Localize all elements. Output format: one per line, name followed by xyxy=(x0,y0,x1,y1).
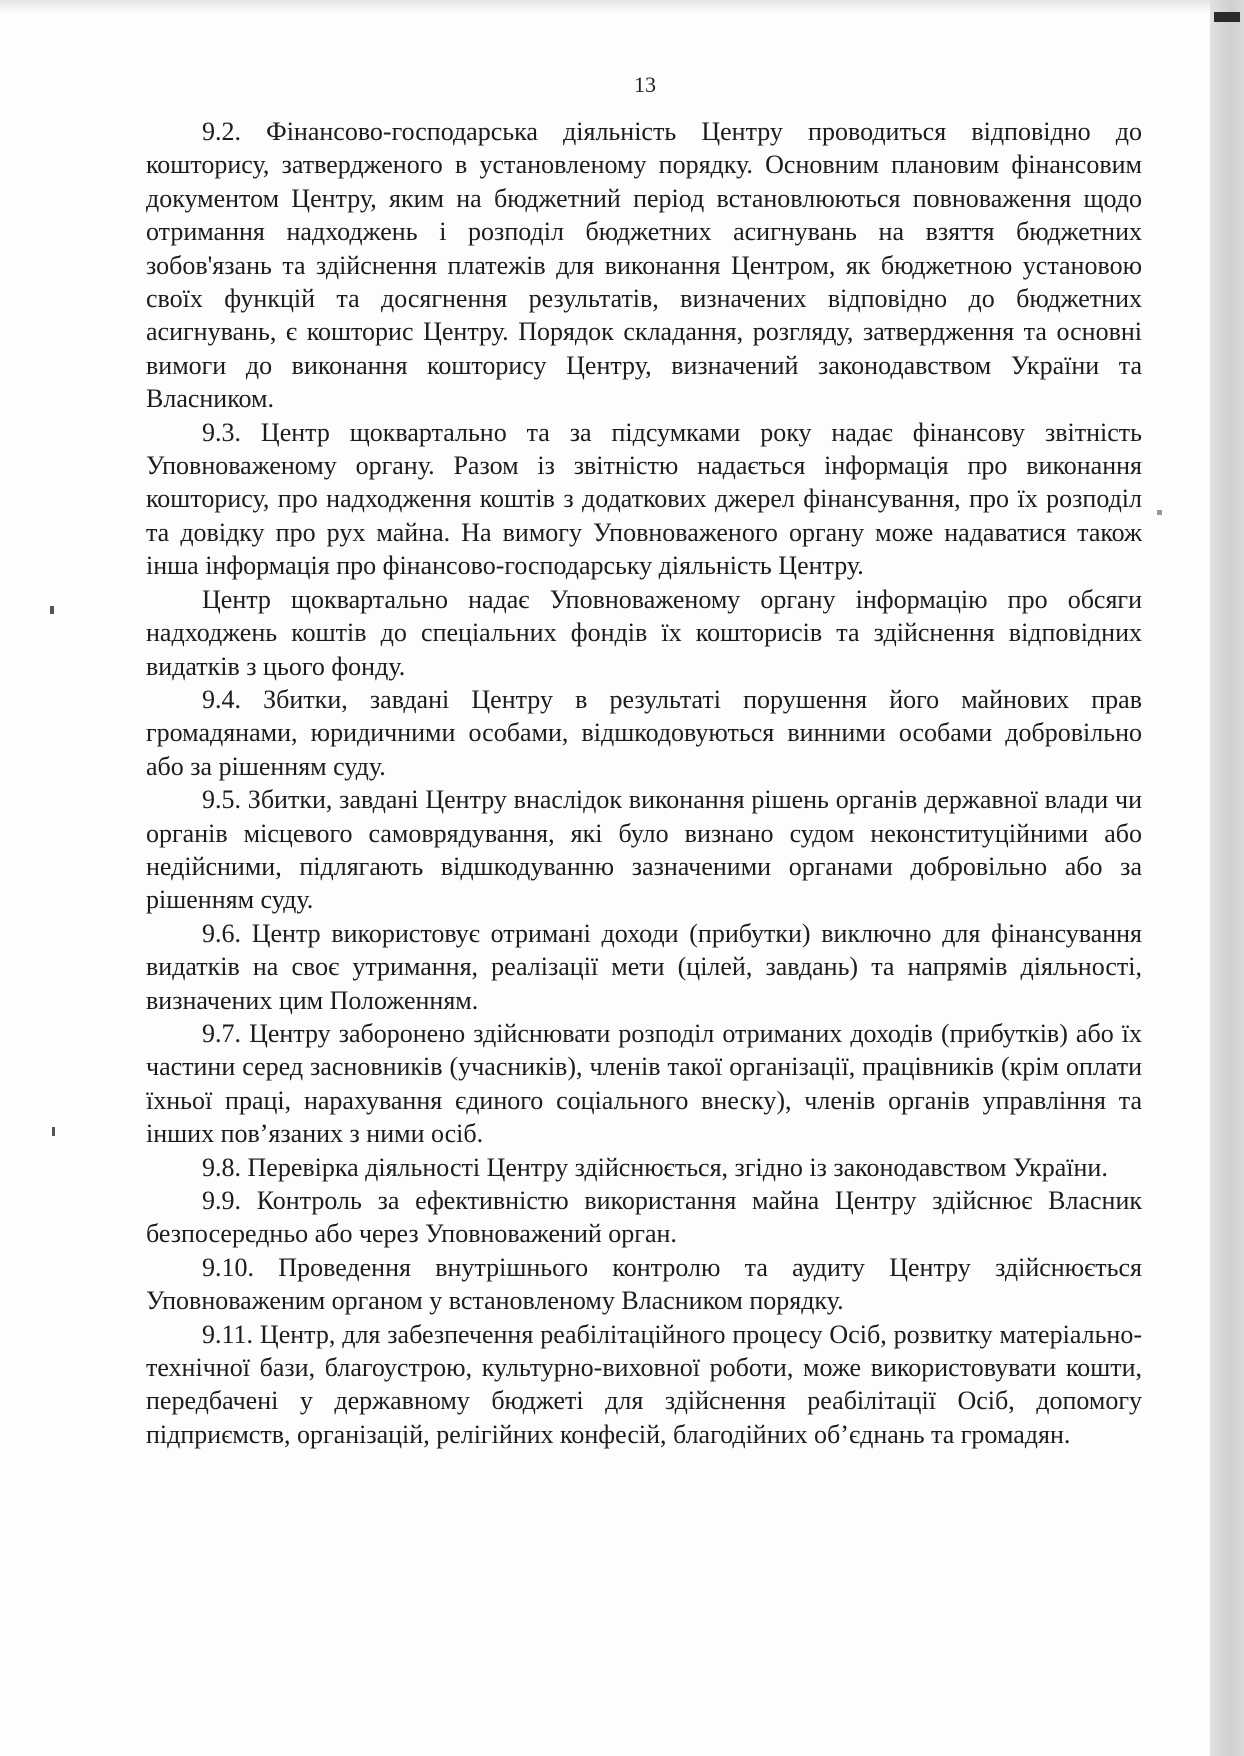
paragraph-9-4: 9.4. Збитки, завдані Центру в результаті порушення його майнових прав громадянами, юридичними особами, відшкодовуються винними особами добровільно або за рішенням суду. xyxy=(146,684,1142,781)
paragraph-9-8: 9.8. Перевірка діяльності Центру здійснюється, згідно із законодавством України. xyxy=(202,1152,1108,1182)
paragraph-9-10: 9.10. Проведення внутрішнього контролю та аудиту Центру здійснюється Уповноваженим органом у встановленому Власником порядку. xyxy=(146,1252,1142,1316)
paragraph-9-2: 9.2. Фінансово-господарська діяльність Центру проводиться відповідно до кошторису, затвердженого в установленому порядку. Основним плановим фінансовим документом Центру, яким на бюджетний період встановлюються повноваження щодо отримання надходжень і розподіл бюджетних асигнувань на взяття бюджетних зобов'язань та здійснення платежів для виконання Центром, як бюджетною установою своїх функцій та досягнення результатів, визначених відповідно до бюджетних асигнувань, є кошторис Центру. Порядок складання, розгляду, затвердження та основні вимоги до виконання кошторису Центру, визначений законодавством України та Власником. xyxy=(146,117,1142,414)
scan-speck xyxy=(1157,510,1162,515)
paragraph-9-5: 9.5. Збитки, завдані Центру внаслідок виконання рішень органів державної влади чи органів місцевого самоврядування, які було визнано судом неконституційними або недійсними, підлягають відшкодуванню зазначеними органами добровільно або за рішенням суду. xyxy=(146,785,1142,915)
paragraph-9-7: 9.7. Центру заборонено здійснювати розподіл отриманих доходів (прибутків) або їх частини серед засновників (учасників), членів такої організації, працівників (крім оплати їхньої праці, нарахування єдиного соціального внеску), членів органів управління та інших пов’язаних з ними осіб. xyxy=(146,1018,1142,1149)
paragraph-9-3-continued: Центр щоквартально надає Уповноваженому органу інформацію про обсяги надходжень коштів до спеціальних фондів їх кошторисів та здійснення відповідних видатків з цього фонду. xyxy=(146,584,1142,681)
scan-top-shadow xyxy=(0,0,1210,14)
paragraph-9-9: 9.9. Контроль за ефективністю використання майна Центру здійснює Власник безпосередньо або через Уповноважений орган. xyxy=(146,1186,1142,1249)
scan-speck xyxy=(50,606,54,614)
paragraph-9-6: 9.6. Центр використовує отримані доходи (прибутки) виключно для фінансування видатків на своє утримання, реалізації мети (цілей, завдань) та напрямів діяльності, визначених цим Положенням. xyxy=(146,918,1142,1015)
document-body xyxy=(146,115,1142,1451)
paragraph-9-3: 9.3. Центр щоквартально та за підсумками року надає фінансову звітність Уповноваженому органу. Разом із звітністю надається інформація про виконання кошторису, про надходження коштів з додаткових джерел фінансування, про їх розподіл та довідку про рух майна. На вимогу Уповноваженого органу може надаватися також інша інформація про фінансово-господарську діяльність Центру. xyxy=(146,417,1142,581)
scanner-edge xyxy=(1210,0,1244,1756)
scan-speck xyxy=(52,1127,55,1136)
page-number: 13 xyxy=(634,72,656,97)
paragraph-9-11: 9.11. Центр, для забезпечення реабілітаційного процесу Осіб, розвитку матеріально-технічної бази, благоустрою, культурно-виховної роботи, може використовувати кошти, передбачені у державному бюджеті для здійснення реабілітації Осіб, допомогу підприємств, організацій, релігійних конфесій, благодійних об’єднань та громадян. xyxy=(146,1319,1142,1449)
scanner-edge-mark xyxy=(1214,12,1240,22)
